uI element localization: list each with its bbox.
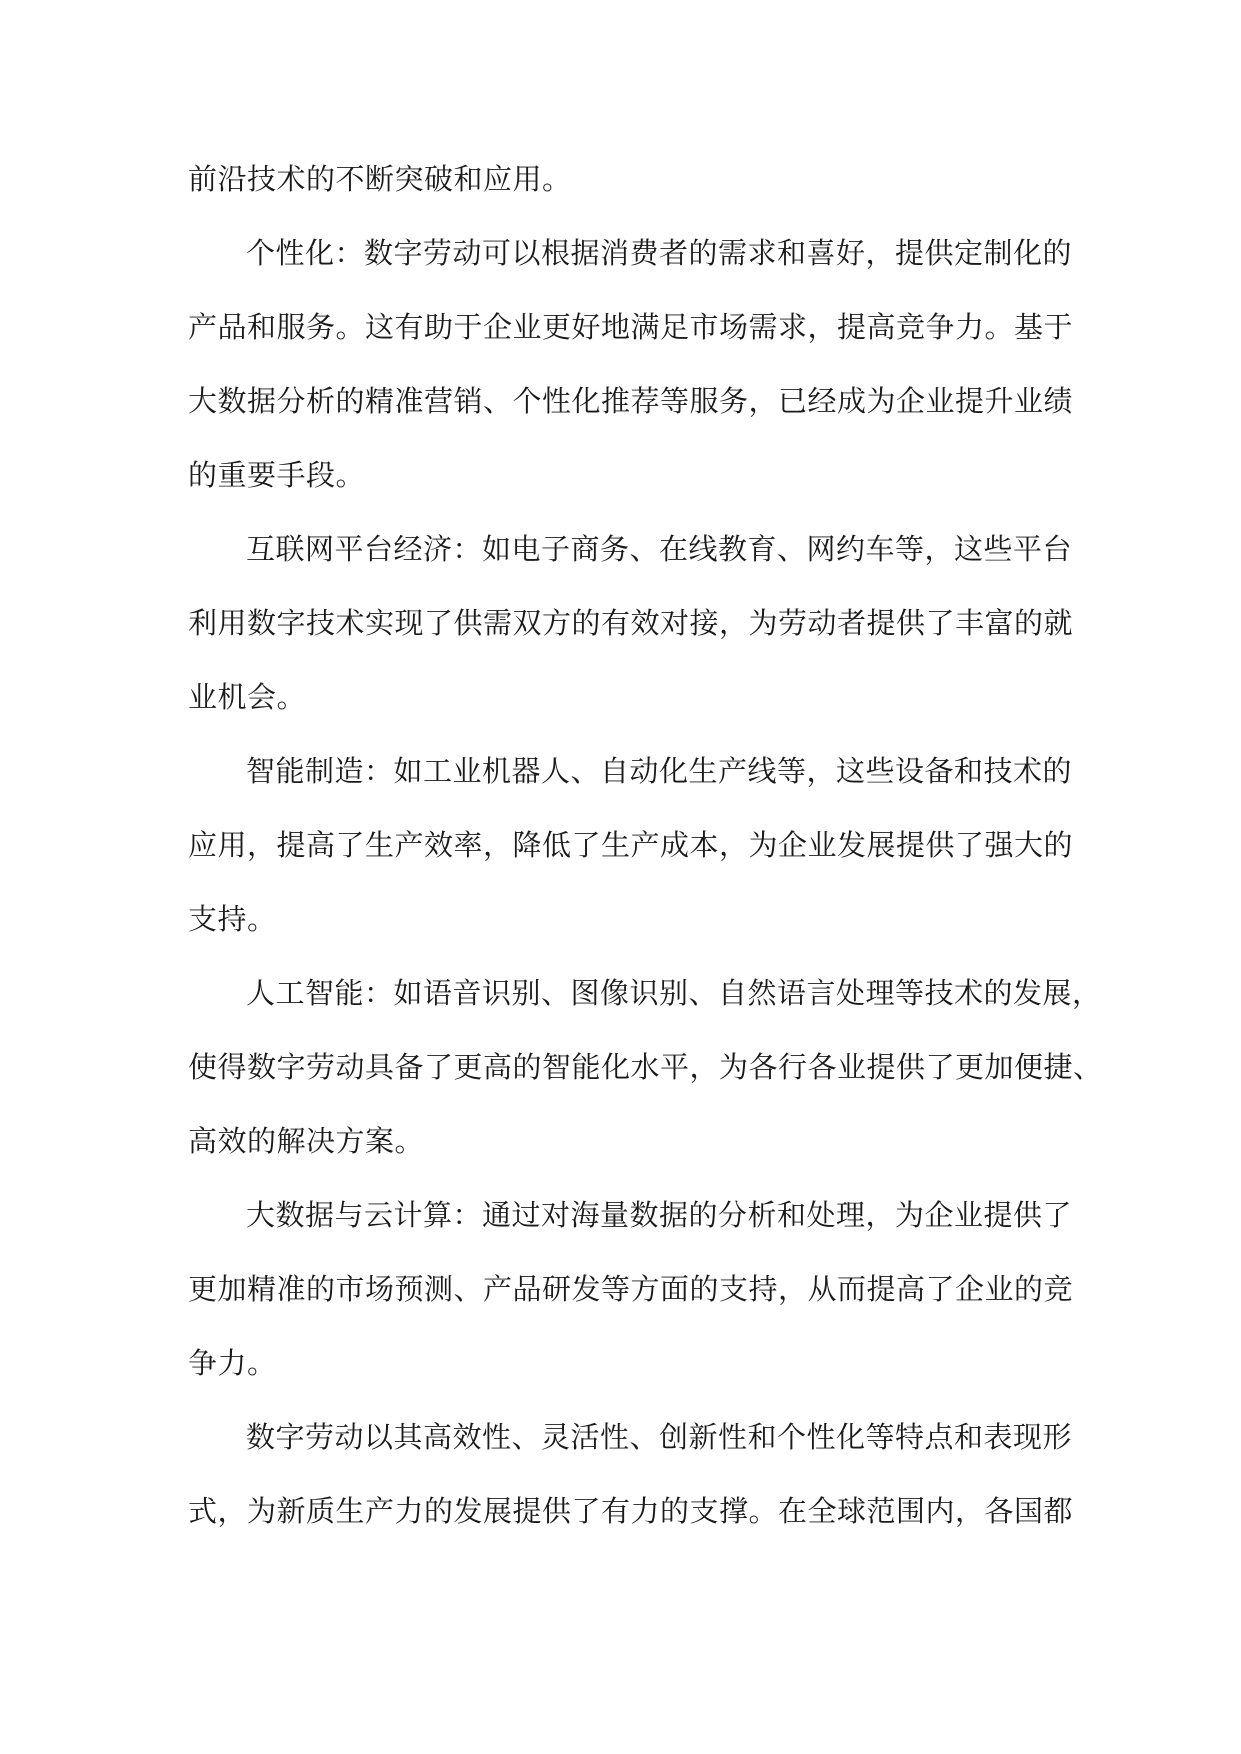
text-line: 互联网平台经济：如电子商务、在线教育、网约车等，这些平台 <box>246 532 1073 566</box>
text-line: 支持。 <box>188 902 277 936</box>
text-line: 争力。 <box>188 1346 277 1380</box>
text-line: 前沿技术的不断突破和应用。 <box>188 162 572 196</box>
text-line: 产品和服务。这有助于企业更好地满足市场需求，提高竞争力。基于 <box>188 310 1074 344</box>
text-line: 个性化：数字劳动可以根据消费者的需求和喜好，提供定制化的 <box>246 236 1073 270</box>
text-line: 高效的解决方案。 <box>188 1124 425 1158</box>
text-line: 更加精准的市场预测、产品研发等方面的支持，从而提高了企业的竞 <box>188 1272 1074 1306</box>
text-line: 的重要手段。 <box>188 458 366 492</box>
text-line: 大数据与云计算：通过对海量数据的分析和处理，为企业提供了 <box>246 1198 1073 1232</box>
text-line: 人工智能：如语音识别、图像识别、自然语言处理等技术的发展， <box>246 976 1102 1010</box>
body-text <box>188 142 1103 1548</box>
text-line: 数字劳动以其高效性、灵活性、创新性和个性化等特点和表现形 <box>246 1420 1073 1454</box>
text-line: 利用数字技术实现了供需双方的有效对接，为劳动者提供了丰富的就 <box>188 606 1074 640</box>
text-line: 业机会。 <box>188 680 307 714</box>
text-line: 式，为新质生产力的发展提供了有力的支撑。在全球范围内，各国都 <box>188 1494 1074 1528</box>
text-line: 大数据分析的精准营销、个性化推荐等服务，已经成为企业提升业绩 <box>188 384 1074 418</box>
text-line: 智能制造：如工业机器人、自动化生产线等，这些设备和技术的 <box>246 754 1073 788</box>
text-line: 应用，提高了生产效率，降低了生产成本，为企业发展提供了强大的 <box>188 828 1074 862</box>
text-line: 使得数字劳动具备了更高的智能化水平，为各行各业提供了更加便捷、 <box>188 1050 1103 1084</box>
